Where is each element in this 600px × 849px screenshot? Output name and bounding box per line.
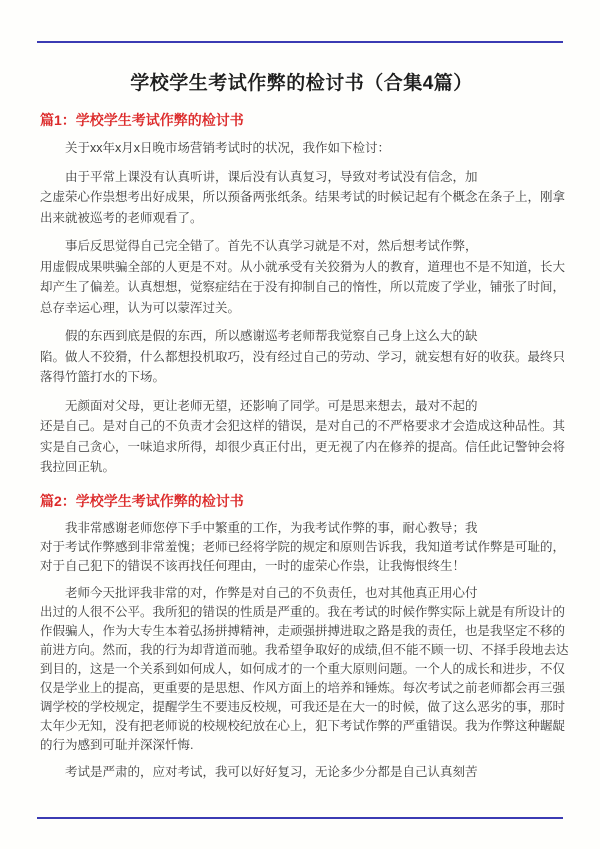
text-line: 用虚假成果哄骗全部的人更是不对。从小就承受有关狡猾为人的教育，道理也不是不知道，长大 [40,259,566,274]
text-line: 假的东西到底是假的东西，所以感谢巡考老师帮我觉察自己身上这么大的缺 [65,329,478,343]
text-line: 的行为感到可耻并深深忏悔. [40,737,194,752]
text-line: 关于xx年x月x日晚市场营销考试时的状况，我作如下检讨： [65,141,391,155]
text-line: 调学校的学校规定，提醒学生不要违反校规，可我还是在大一的时候，做了这么恶劣的事，那时 [40,699,566,714]
paragraph [40,763,563,782]
text-line: 仅是学业上的提高，更重要的是思想、作风方面上的培养和锤炼。每次考试之前老师都会再三强 [40,680,566,695]
text-line: 却产生了偏差。认真想想，觉察症结在于没有抑制自己的惰性，所以荒废了学业，铺张了时间， [40,280,566,294]
text-line: 实是自己贪心，一味追求所得，却很少真正付出，更无视了内在修养的提高。信任此记警钟会将 [40,439,566,454]
text-line: 出来就被巡考的老师观看了。 [40,210,203,225]
text-line: 落得竹篮打水的下场。 [40,370,166,384]
document-content [40,0,569,782]
text-line: 太年少无知，没有把老师说的校规校纪放在心上，犯下考试作弊的严重错误。我为作弊这种龌龊 [40,718,566,733]
text-line: 无颜面对父母，更让老师无望，还影响了同学。可是思来想去，最对不起的 [65,398,478,413]
paragraph [40,396,566,478]
essay-section-1 [40,111,566,478]
text-line: 对于考试作弊感到非常羞愧；老师已经将学院的规定和原则告诉我，我知道考试作弊是可耻的， [40,539,566,554]
text-line: 到目的，这是一个关系到如何成人，如何成才的一个重大原则问题。一个人的成长和进步，不仅 [40,661,566,676]
text-line: 还是自己。是对自己的不负责才会犯这样的错误，是对自己的不严格要求才会造成这种品性。其 [40,419,566,433]
text-line: 陷。做人不狡猾，什么都想投机取巧，没有经过自己的劳动、学习，就妄想有好的收获。最终只 [40,349,566,364]
text-line: 前进方向。然而，我的行为却背道而驰。我希望争取好的成绩,但不能不顾一切、不择手段地去达 [40,642,569,657]
essay-section-2 [40,492,569,782]
text-line: 由于平常上课没有认真听讲，课后没有认真复习，导致对考试没有信念，加 [65,169,478,184]
section-heading: 篇2：学校学生考试作弊的检讨书 [40,492,244,509]
text-line: 事后反思觉得自己完全错了。首先不认真学习就是不对，然后想考试作弊， [65,239,478,253]
text-line: 总存幸运心理，认为可以蒙浑过关。 [40,300,241,315]
paragraph [40,138,563,159]
text-line: 之虚荣心作祟想考出好成果，所以预备两张纸条。结果考试的时候记起有个概念在条子上，刚拿 [40,190,566,204]
text-line: 我拉回正轨。 [40,460,116,474]
bottom-divider-line [37,817,563,819]
document-body [40,111,569,782]
text-line: 出过的人很不公平。我所犯的错误的性质是严重的。我在考试的时候作弊实际上就是有所设计的 [40,604,566,619]
text-line: 老师今天批评我非常的对，作弊是对自己的不负责任，也对其他真正用心付 [65,585,478,600]
document-title: 学校学生考试作弊的检讨书（合集4篇） [130,73,473,94]
paragraph [40,167,566,229]
paragraph [40,236,566,318]
text-line: 对于自己犯下的错误不该再找任何理由，一时的虚荣心作祟，让我悔恨终生！ [40,558,466,573]
text-line: 我非常感谢老师您停下手中繁重的工作，为我考试作弊的事，耐心教导；我 [65,520,478,535]
text-line: 考试是严肃的，应对考试，我可以好好复习，无论多少分都是自己认真刻苦 [65,764,478,779]
text-line: 作假骗人，作为大专生本着弘扬拼搏精神，走顽强拼搏进取之路是我的责任，也是我坚定不移的 [40,623,566,638]
section-heading: 篇1：学校学生考试作弊的检讨书 [40,112,244,128]
paragraph [40,584,569,755]
paragraph [40,326,566,388]
paragraph [40,519,566,576]
